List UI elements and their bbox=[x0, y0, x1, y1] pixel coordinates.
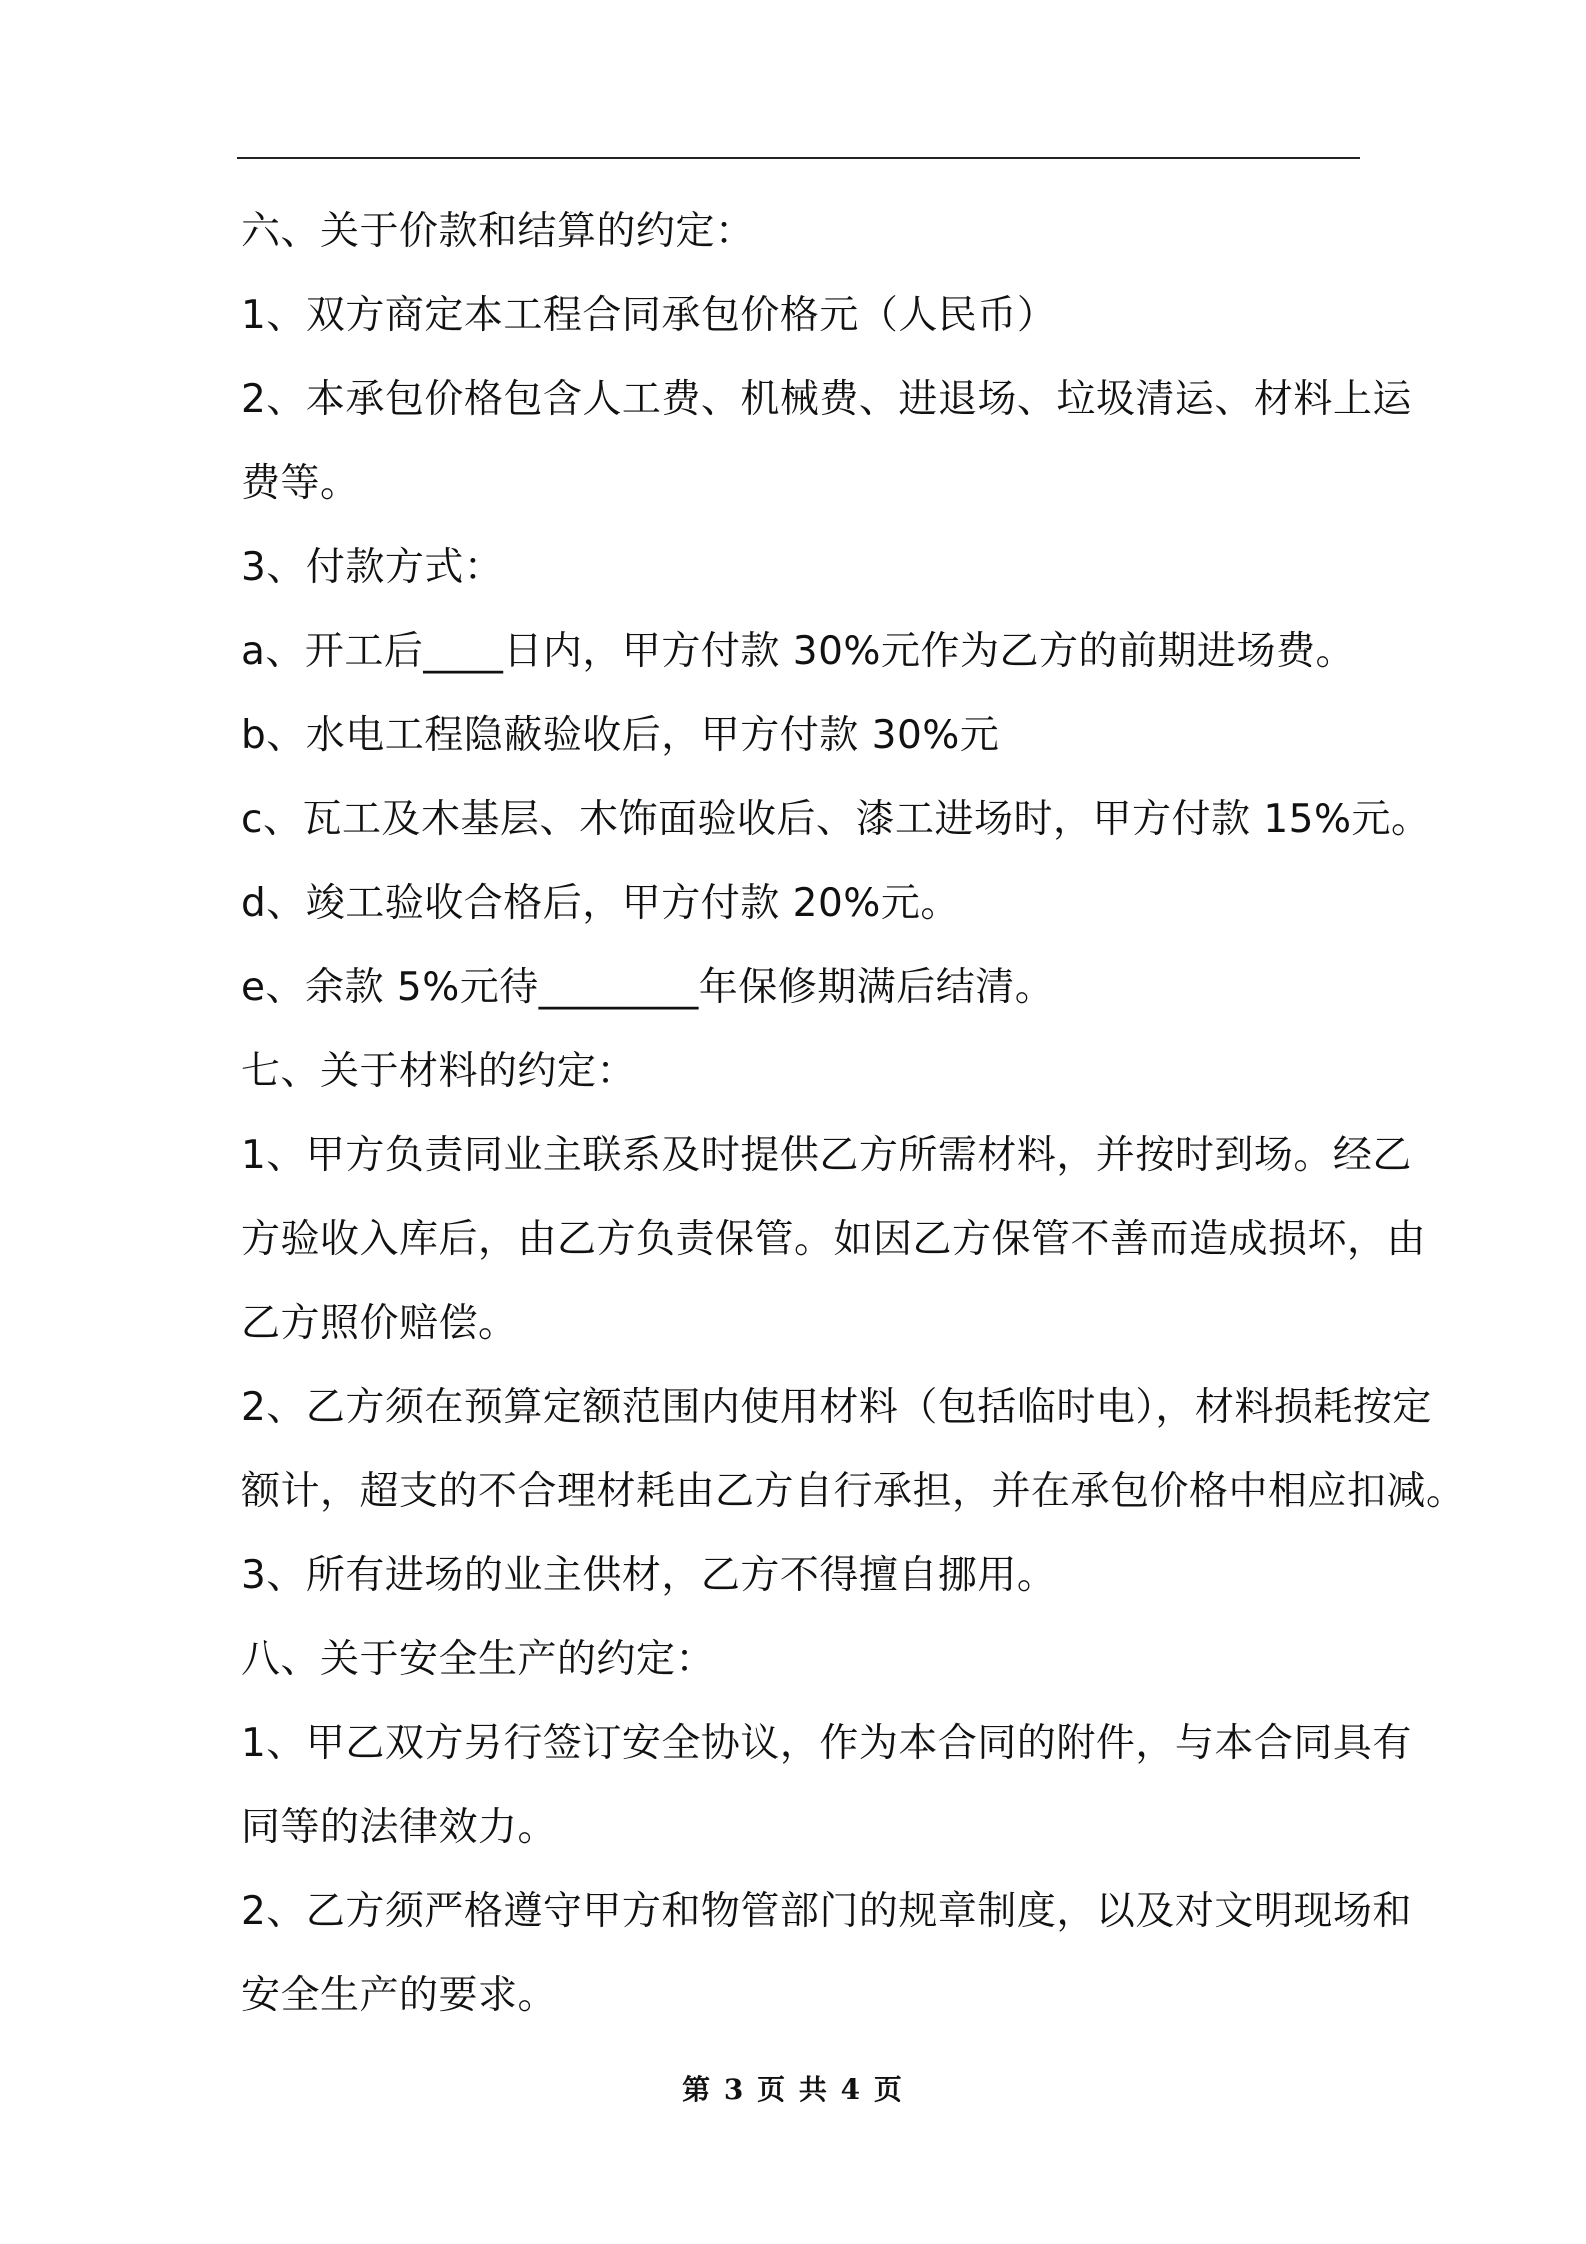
paragraph-line: 1、甲方负责同业主联系及时提供乙方所需材料，并按时到场。经乙 bbox=[241, 1133, 1412, 1178]
payment-item-a: a、开工后____日内，甲方付款 30%元作为乙方的前期进场费。 bbox=[241, 629, 1355, 674]
paragraph-line: 2、乙方须在预算定额范围内使用材料（包括临时电），材料损耗按定 bbox=[241, 1385, 1432, 1430]
section-heading-materials: 七、关于材料的约定： bbox=[241, 1049, 637, 1094]
paragraph-line: 2、本承包价格包含人工费、机械费、进退场、垃圾清运、材料上运 bbox=[241, 377, 1412, 422]
payment-item-d: d、竣工验收合格后，甲方付款 20%元。 bbox=[241, 881, 960, 926]
payment-item-b: b、水电工程隐蔽验收后，甲方付款 30%元 bbox=[241, 713, 1000, 758]
paragraph-line: 3、所有进场的业主供材，乙方不得擅自挪用。 bbox=[241, 1553, 1057, 1598]
paragraph-line: 2、乙方须严格遵守甲方和物管部门的规章制度，以及对文明现场和 bbox=[241, 1889, 1412, 1934]
page-number-footer: 第 3 页 共 4 页 bbox=[682, 2073, 904, 2106]
paragraph-line: 额计，超支的不合理材耗由乙方自行承担，并在承包价格中相应扣减。 bbox=[241, 1469, 1466, 1514]
paragraph-line: 费等。 bbox=[241, 461, 360, 506]
section-heading-safety: 八、关于安全生产的约定： bbox=[241, 1637, 716, 1682]
paragraph-line: 1、甲乙双方另行签订安全协议，作为本合同的附件，与本合同具有 bbox=[241, 1721, 1412, 1766]
payment-item-e: e、余款 5%元待________年保修期满后结清。 bbox=[241, 965, 1055, 1010]
paragraph-line: 3、付款方式： bbox=[241, 545, 504, 590]
paragraph-line: 同等的法律效力。 bbox=[241, 1805, 558, 1850]
document-body bbox=[241, 190, 1466, 2038]
paragraph-line: 安全生产的要求。 bbox=[241, 1973, 558, 2018]
payment-item-c: c、瓦工及木基层、木饰面验收后、漆工进场时，甲方付款 15%元。 bbox=[241, 797, 1431, 842]
paragraph-line: 乙方照价赔偿。 bbox=[241, 1301, 518, 1346]
paragraph-line: 方验收入库后，由乙方负责保管。如因乙方保管不善而造成损坏，由 bbox=[241, 1217, 1427, 1262]
section-heading-price: 六、关于价款和结算的约定： bbox=[241, 209, 755, 254]
header-divider bbox=[237, 157, 1360, 159]
paragraph-line: 1、双方商定本工程合同承包价格元（人民币） bbox=[241, 293, 1057, 338]
